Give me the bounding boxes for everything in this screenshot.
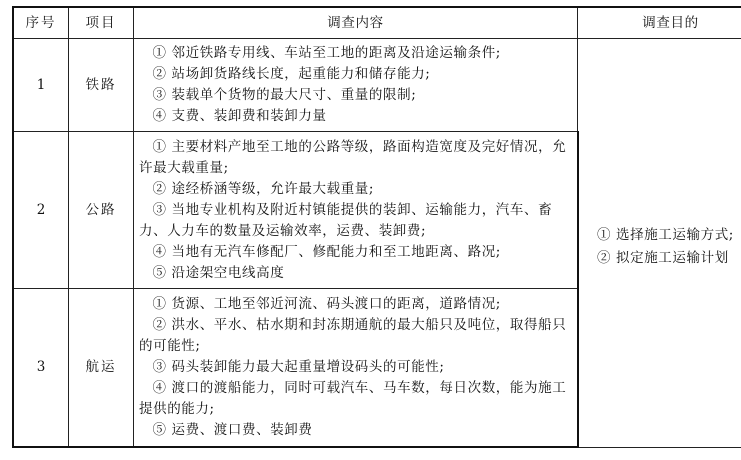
- content-line: ① 邻近铁路专用线、车站至工地的距离及沿途运输条件;: [152, 45, 501, 61]
- row-item: 航运: [69, 289, 134, 448]
- content-line: ④ 渡口的渡船能力，同时可载汽车、马车数，每日次数，能为施工提供的能力;: [139, 380, 567, 417]
- row-item: 公路: [69, 132, 134, 289]
- row-item: 铁路: [69, 39, 134, 132]
- purpose-line: ① 选择施工运输方式;: [597, 226, 734, 243]
- content-line: ③ 当地专业机构及附近村镇能提供的装卸、运输能力，汽车、畜力、人力车的数量及运输效率，运费、装卸费;: [139, 201, 553, 239]
- row-content: [134, 39, 578, 132]
- content-line: ② 途经桥涵等级，允许最大载重量;: [152, 180, 375, 197]
- header-content: 调查内容: [134, 7, 578, 39]
- table-header-row: [13, 7, 741, 39]
- row-purpose: [578, 39, 741, 448]
- transport-investigation-table: [12, 6, 741, 448]
- row-index: 3: [13, 289, 69, 448]
- row-content: [134, 132, 578, 289]
- content-line: ① 货源、工地至邻近河流、码头渡口的距离，道路情况;: [152, 296, 501, 312]
- row-index: 2: [13, 132, 69, 289]
- header-index: 序号: [13, 7, 69, 39]
- content-line: ⑤ 沿途架空电线高度: [152, 264, 285, 281]
- content-line: ① 主要材料产地至工地的公路等级，路面构造宽度及完好情况，允许最大载重量;: [139, 138, 567, 176]
- table-row: [13, 39, 741, 132]
- content-line: ④ 支费、装卸费和装卸力量: [152, 108, 327, 124]
- header-item: 项目: [69, 7, 134, 39]
- content-line: ② 洪水、平水、枯水期和封冻期通航的最大船只及吨位，取得船只的可能性;: [139, 317, 567, 354]
- content-line: ② 站场卸货路线长度，起重能力和储存能力;: [152, 66, 431, 82]
- content-line: ③ 装载单个货物的最大尺寸、重量的限制;: [152, 87, 417, 103]
- row-content: [134, 289, 578, 448]
- content-line: ④ 当地有无汽车修配厂、修配能力和至工地距离、路况;: [152, 243, 501, 260]
- content-line: ⑤ 运费、渡口费、装卸费: [152, 422, 313, 438]
- header-purpose: 调查目的: [578, 7, 741, 39]
- row-index: 1: [13, 39, 69, 132]
- purpose-line: ② 拟定施工运输计划: [597, 249, 729, 266]
- content-line: ③ 码头装卸能力最大起重量增设码头的可能性;: [152, 359, 445, 375]
- investigation-table-container: [12, 6, 732, 448]
